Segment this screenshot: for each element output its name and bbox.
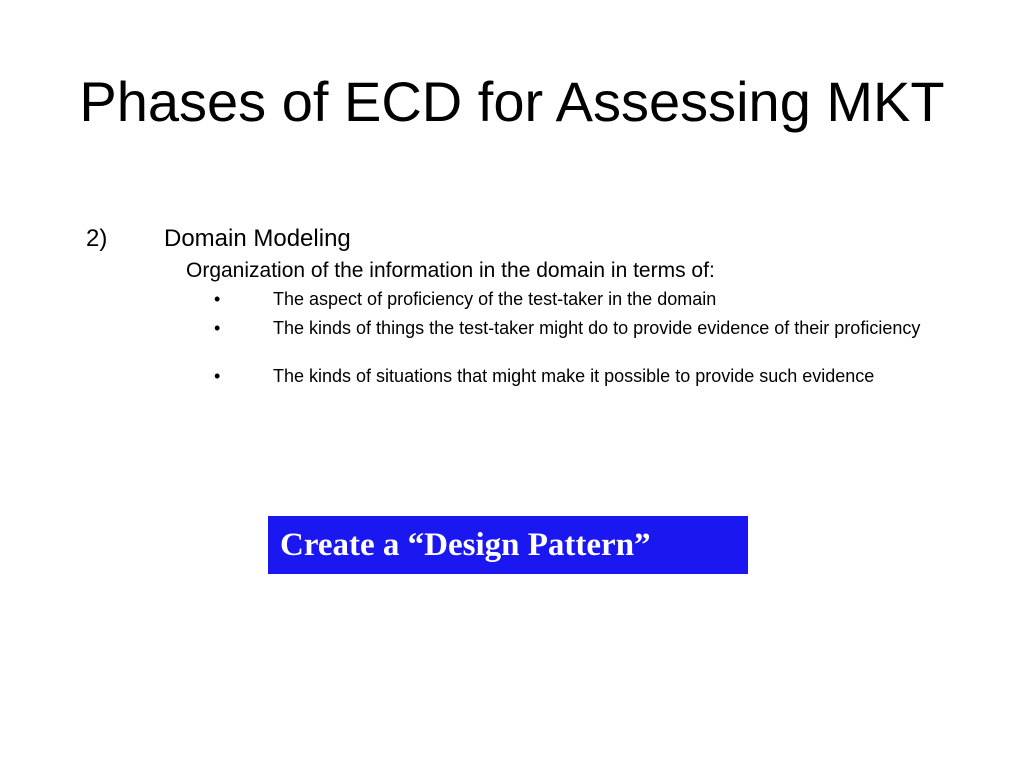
- callout-text: Create a “Design Pattern”: [280, 526, 651, 563]
- item-heading: Domain Modeling: [164, 225, 351, 252]
- bullet-marker: •: [214, 366, 221, 386]
- sub-heading: Organization of the information in the domain in terms of:: [186, 259, 715, 282]
- bullet-text: The kinds of things the test-taker might do to provide evidence of their proficiency: [273, 318, 921, 338]
- bullet-marker: •: [214, 289, 221, 309]
- bullet-text: The kinds of situations that might make it possible to provide such evidence: [273, 366, 875, 386]
- item-number: 2): [86, 225, 108, 252]
- slide-title: Phases of ECD for Assessing MKT: [79, 70, 945, 133]
- design-pattern-callout: [268, 516, 748, 574]
- bullet-text: The aspect of proficiency of the test-taker in the domain: [273, 289, 717, 309]
- bullet-marker: •: [214, 318, 221, 338]
